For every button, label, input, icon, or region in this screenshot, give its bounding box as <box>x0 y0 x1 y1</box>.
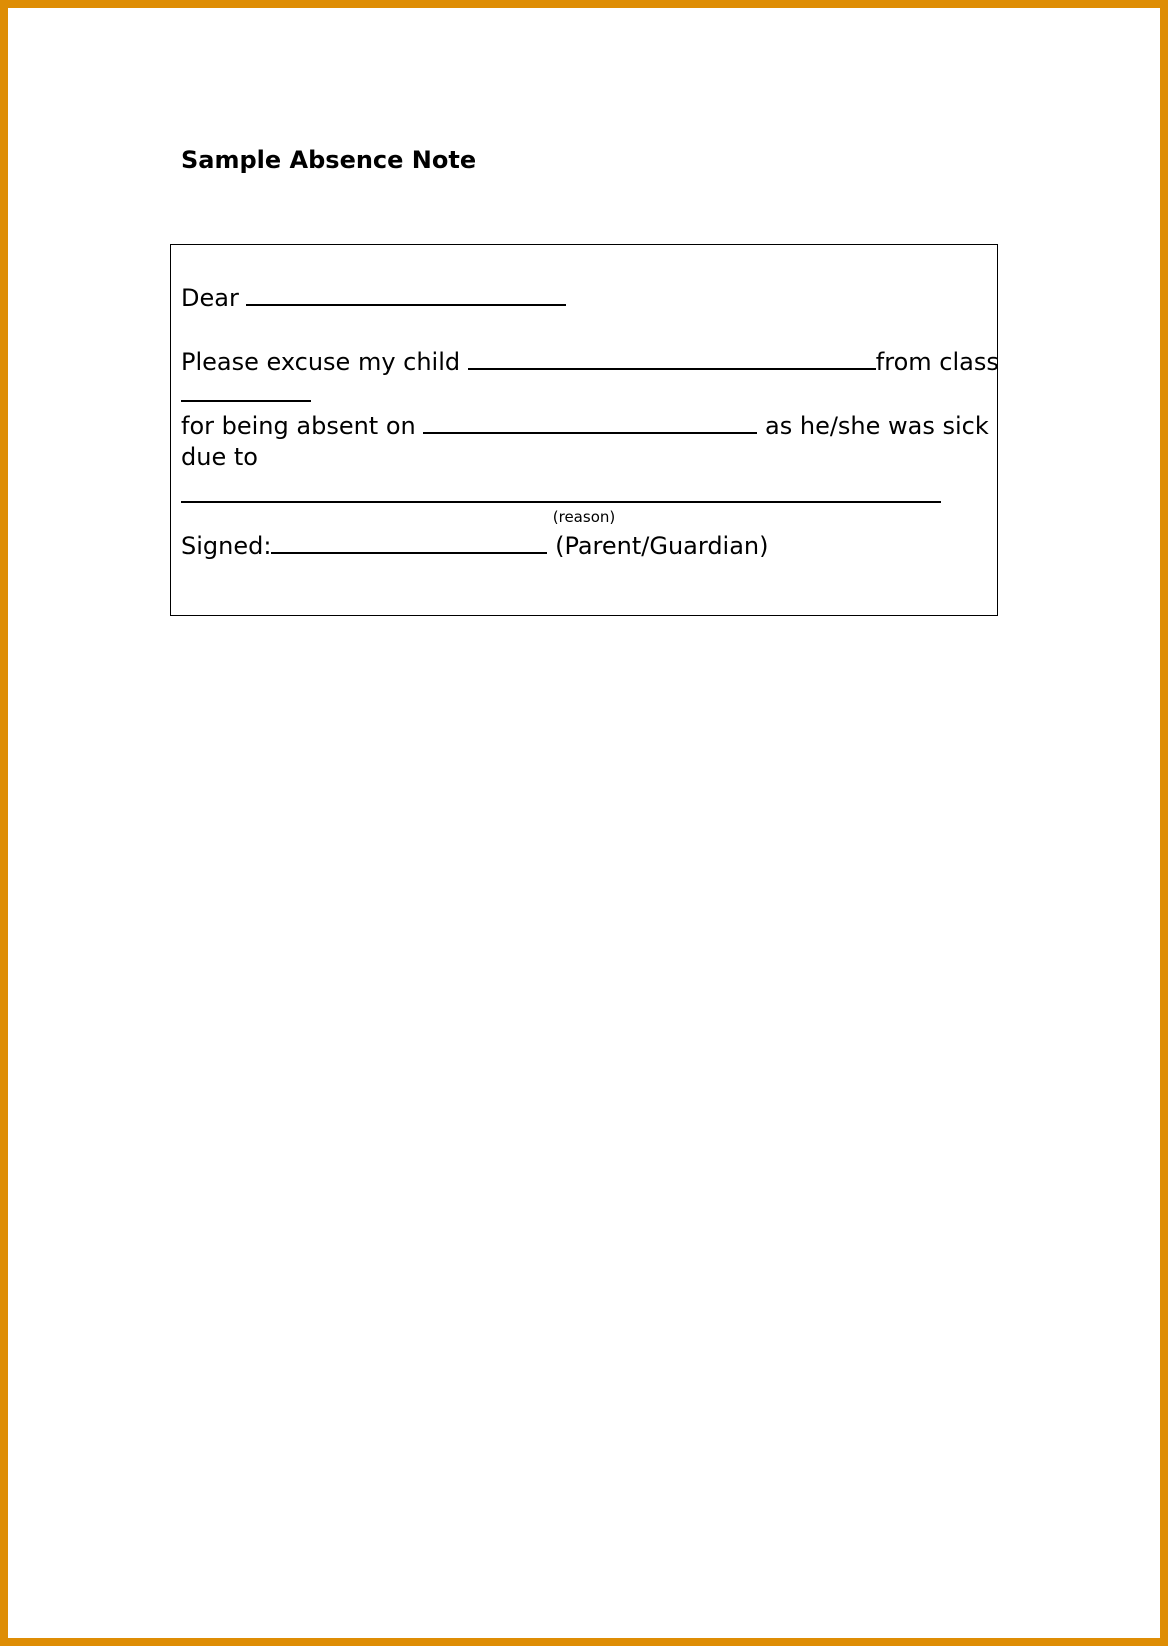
recipient-blank[interactable] <box>246 282 566 306</box>
signed-suffix: (Parent/Guardian) <box>555 532 769 560</box>
reason-label: (reason) <box>552 508 616 526</box>
greeting-label: Dear <box>181 284 239 312</box>
page-title: Sample Absence Note <box>181 146 477 174</box>
due-to-line <box>181 442 258 472</box>
absence-date-blank[interactable] <box>423 410 757 434</box>
class-line <box>181 378 311 409</box>
signed-line <box>181 530 769 561</box>
excuse-prefix: Please excuse my child <box>181 348 461 376</box>
absent-suffix: as he/she was sick <box>765 412 989 440</box>
excuse-suffix: from class <box>875 348 999 376</box>
excuse-line <box>181 346 999 377</box>
due-to-label: due to <box>181 443 258 471</box>
reason-blank[interactable] <box>181 501 941 503</box>
absent-prefix: for being absent on <box>181 412 416 440</box>
child-name-blank[interactable] <box>468 346 876 370</box>
signed-label: Signed: <box>181 532 272 560</box>
greeting-line <box>181 282 566 313</box>
absent-line <box>181 410 989 441</box>
signature-blank[interactable] <box>271 530 547 554</box>
class-blank[interactable] <box>181 378 311 402</box>
